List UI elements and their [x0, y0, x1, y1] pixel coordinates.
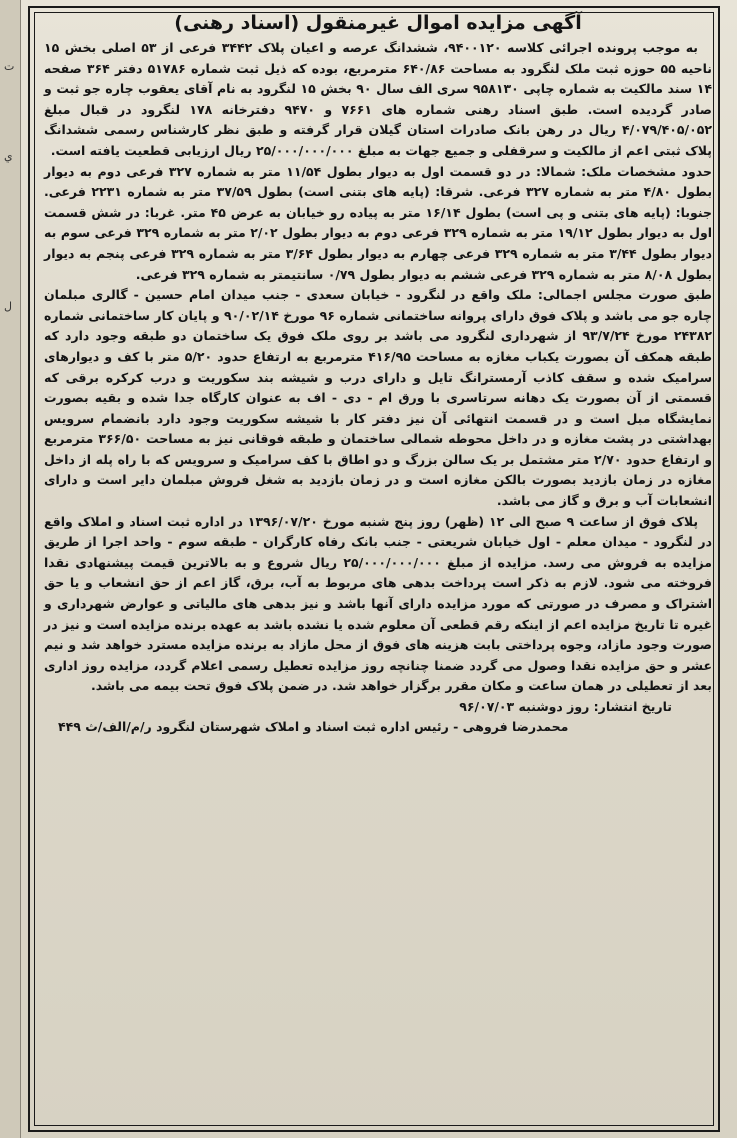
auction-terms-paragraph: پلاک فوق از ساعت ۹ صبح الی ۱۲ (ظهر) روز پنج شنبه مورخ ۱۳۹۶/۰۷/۲۰ در اداره ثبت اسناد و املاک واقع در لنگرود - میدان معلم - اول خیابان شریعتی - جنب بانک رفاه کارگران - طبقه سوم - واحد اجرا از طریق مزایده به فروش می رسد. مزایده از مبلغ ۲۵/۰۰۰/۰۰۰/۰۰۰ ریال شروع و به بالاترین قیمت پیشنهادی نقدا فروخته می شود. لازم به ذکر است پرداخت بدهی های مربوط به آب، برق، گاز اعم از حق انشعاب و یا حق اشتراک و مصرف در صورتی که مورد مزایده دارای آنها باشد و نیز بدهی های مالیاتی و عوارض شهرداری و غیره تا تاریخ مزایده اعم از اینکه رقم قطعی آن معلوم شده یا نشده باشد به عهده برنده مزایده است و نیز در صورت وجود مازاد، وجوه پرداختی بابت هزینه های فوق از محل مازاد به برنده مزایده مسترد خواهد شد و نیم عشر و حق مزایده نقدا وصول می گردد ضمنا چنانچه روز مزایده تعطیل رسمی اعلام گردد، مزایده روز اداری بعد از تعطیلی در همان ساعت و مکان مقرر برگزار خواهد شد. در ضمن پلاک فوق تحت بیمه می باشد.	[44, 513, 712, 694]
case-details-paragraph: به موجب پرونده اجرائی کلاسه ۹۴۰۰۱۲۰، ششدانگ عرصه و اعیان پلاک ۳۴۴۲ فرعی از ۵۳ اصلی بخش ۱۵ ناحیه ۵۵ حوزه ثبت ملک لنگرود به مساحت ۶۴۰/۸۶ مترمربع، بوده که ذیل ثبت شماره ۵۱۷۸۶ دفتر ۳۶۴ صفحه ۱۴ سند مالکیت به شماره چاپی ۹۵۸۱۳۰ سری الف سال ۹۰ بخش ۱۵ لنگرود به نام آقای یعقوب چاره جو ثبت و صادر گردیده است. طبق اسناد رهنی شماره های ۷۶۶۱ و ۹۴۷۰ دفترخانه ۱۷۸ لنگرود در قبال مبلغ ۴/۰۷۹/۴۰۵/۰۵۲ ریال در رهن بانک صادرات استان گیلان قرار گرفته و طبق نظر کارشناس رسمی ششدانگ پلاک ثبتی اعم از مالکیت و سرقفلی و جمیع جهات به مبلغ ۲۵/۰۰۰/۰۰۰/۰۰۰ ریال ارزیابی قطعیت یافته است.	[44, 40, 713, 158]
property-boundaries-paragraph: حدود مشخصات ملک: شمالا: در دو قسمت اول به دیوار بطول ۱۱/۵۴ متر به شماره ۳۲۷ فرعی دوم به دیوار بطول ۴/۸۰ متر به شماره ۳۲۷ فرعی. شرقا: (پایه های بتنی است) بطول ۳۷/۵۹ متر به شماره ۲۲۳۱ فرعی. جنوبا: (پایه های بتنی و پی است) بطول ۱۶/۱۴ متر به پیاده رو خیابان به عرض ۴۵ متر. غربا: در شش قسمت اول به دیوار بطول ۱۹/۱۲ متر به شماره ۳۲۹ فرعی دوم به دیوار بطول ۲/۰۲ متر به شماره ۳۲۹ فرعی سوم به دیوار بطول ۳/۴۴ متر به شماره ۳۲۹ فرعی چهارم به دیوار بطول ۳/۶۴ متر به شماره ۳۲۹ فرعی پنجم به دیوار بطول ۸/۰۸ متر به شماره ۳۲۹ فرعی ششم به دیوار بطول ۰/۷۹ سانتیمتر به شماره ۳۲۹ فرعی.	[44, 163, 713, 282]
adjacent-column-edge	[0, 0, 21, 1138]
notice-title: آگهی مزایده اموال غیرمنقول (اسناد رهنی)	[174, 12, 582, 34]
edge-char: ي	[4, 150, 13, 163]
edge-char: ت	[4, 60, 15, 73]
signature-line: محمدرضا فروهی - رئیس اداره ثبت اسناد و املاک شهرستان لنگرود ر/م/الف/ث ۴۴۹	[58, 719, 569, 734]
publish-date: تاریخ انتشار: روز دوشنبه ۹۶/۰۷/۰۳	[459, 699, 672, 714]
edge-char: ل	[4, 300, 12, 313]
property-description-paragraph: طبق صورت مجلس اجمالی: ملک واقع در لنگرود - خیابان سعدی - جنب میدان امام حسین - گالری مبلمان چاره جو می باشد و پلاک فوق دارای پروانه ساختمانی شماره ۹۶ مورخ ۹۰/۰۲/۱۴ و پایان کار ساختمانی شماره ۲۴۳۸۲ مورخ ۹۳/۷/۲۴ از شهرداری لنگرود می باشد بر روی ملک فوق یک ساختمان دو طبقه وجود دارد که طبقه همکف آن بصورت یکباب مغازه به مساحت ۴۱۶/۹۵ مترمربع به ارتفاع حدود ۵/۲۰ متر با کف و دیوارهای سرامیک شده و سقف کاذب آرمسترانگ تایل و دارای درب و شیشه بند سکوریت و درب کرکره برقی که قسمتی از آن بصورت یک دهانه سرتاسری با ورق ام - دی - اف به عنوان کارگاه جدا شده و بقیه بصورت نمایشگاه مبل است و در قسمت انتهائی آن نیز دفتر کار با شیشه سکوریت وجود دارد بانضمام سرویس بهداشتی در پشت مغازه و در داخل محوطه شمالی ساختمان و طبقه فوقانی نیز به مساحت ۳۶۶/۵۰ مترمربع و ارتفاع حدود ۲/۷۰ متر مشتمل بر یک سالن بزرگ و دو اطاق با کف سرامیک و سرویس که با راه پله از داخل مغازه در زمان بازدید بصورت بالکن مغازه است و در زمان بازدید به شغل فروش مبلمان دایر است و دارای انشعابات آب و برق و گاز می باشد.	[44, 287, 712, 509]
auction-notice	[44, 12, 712, 737]
